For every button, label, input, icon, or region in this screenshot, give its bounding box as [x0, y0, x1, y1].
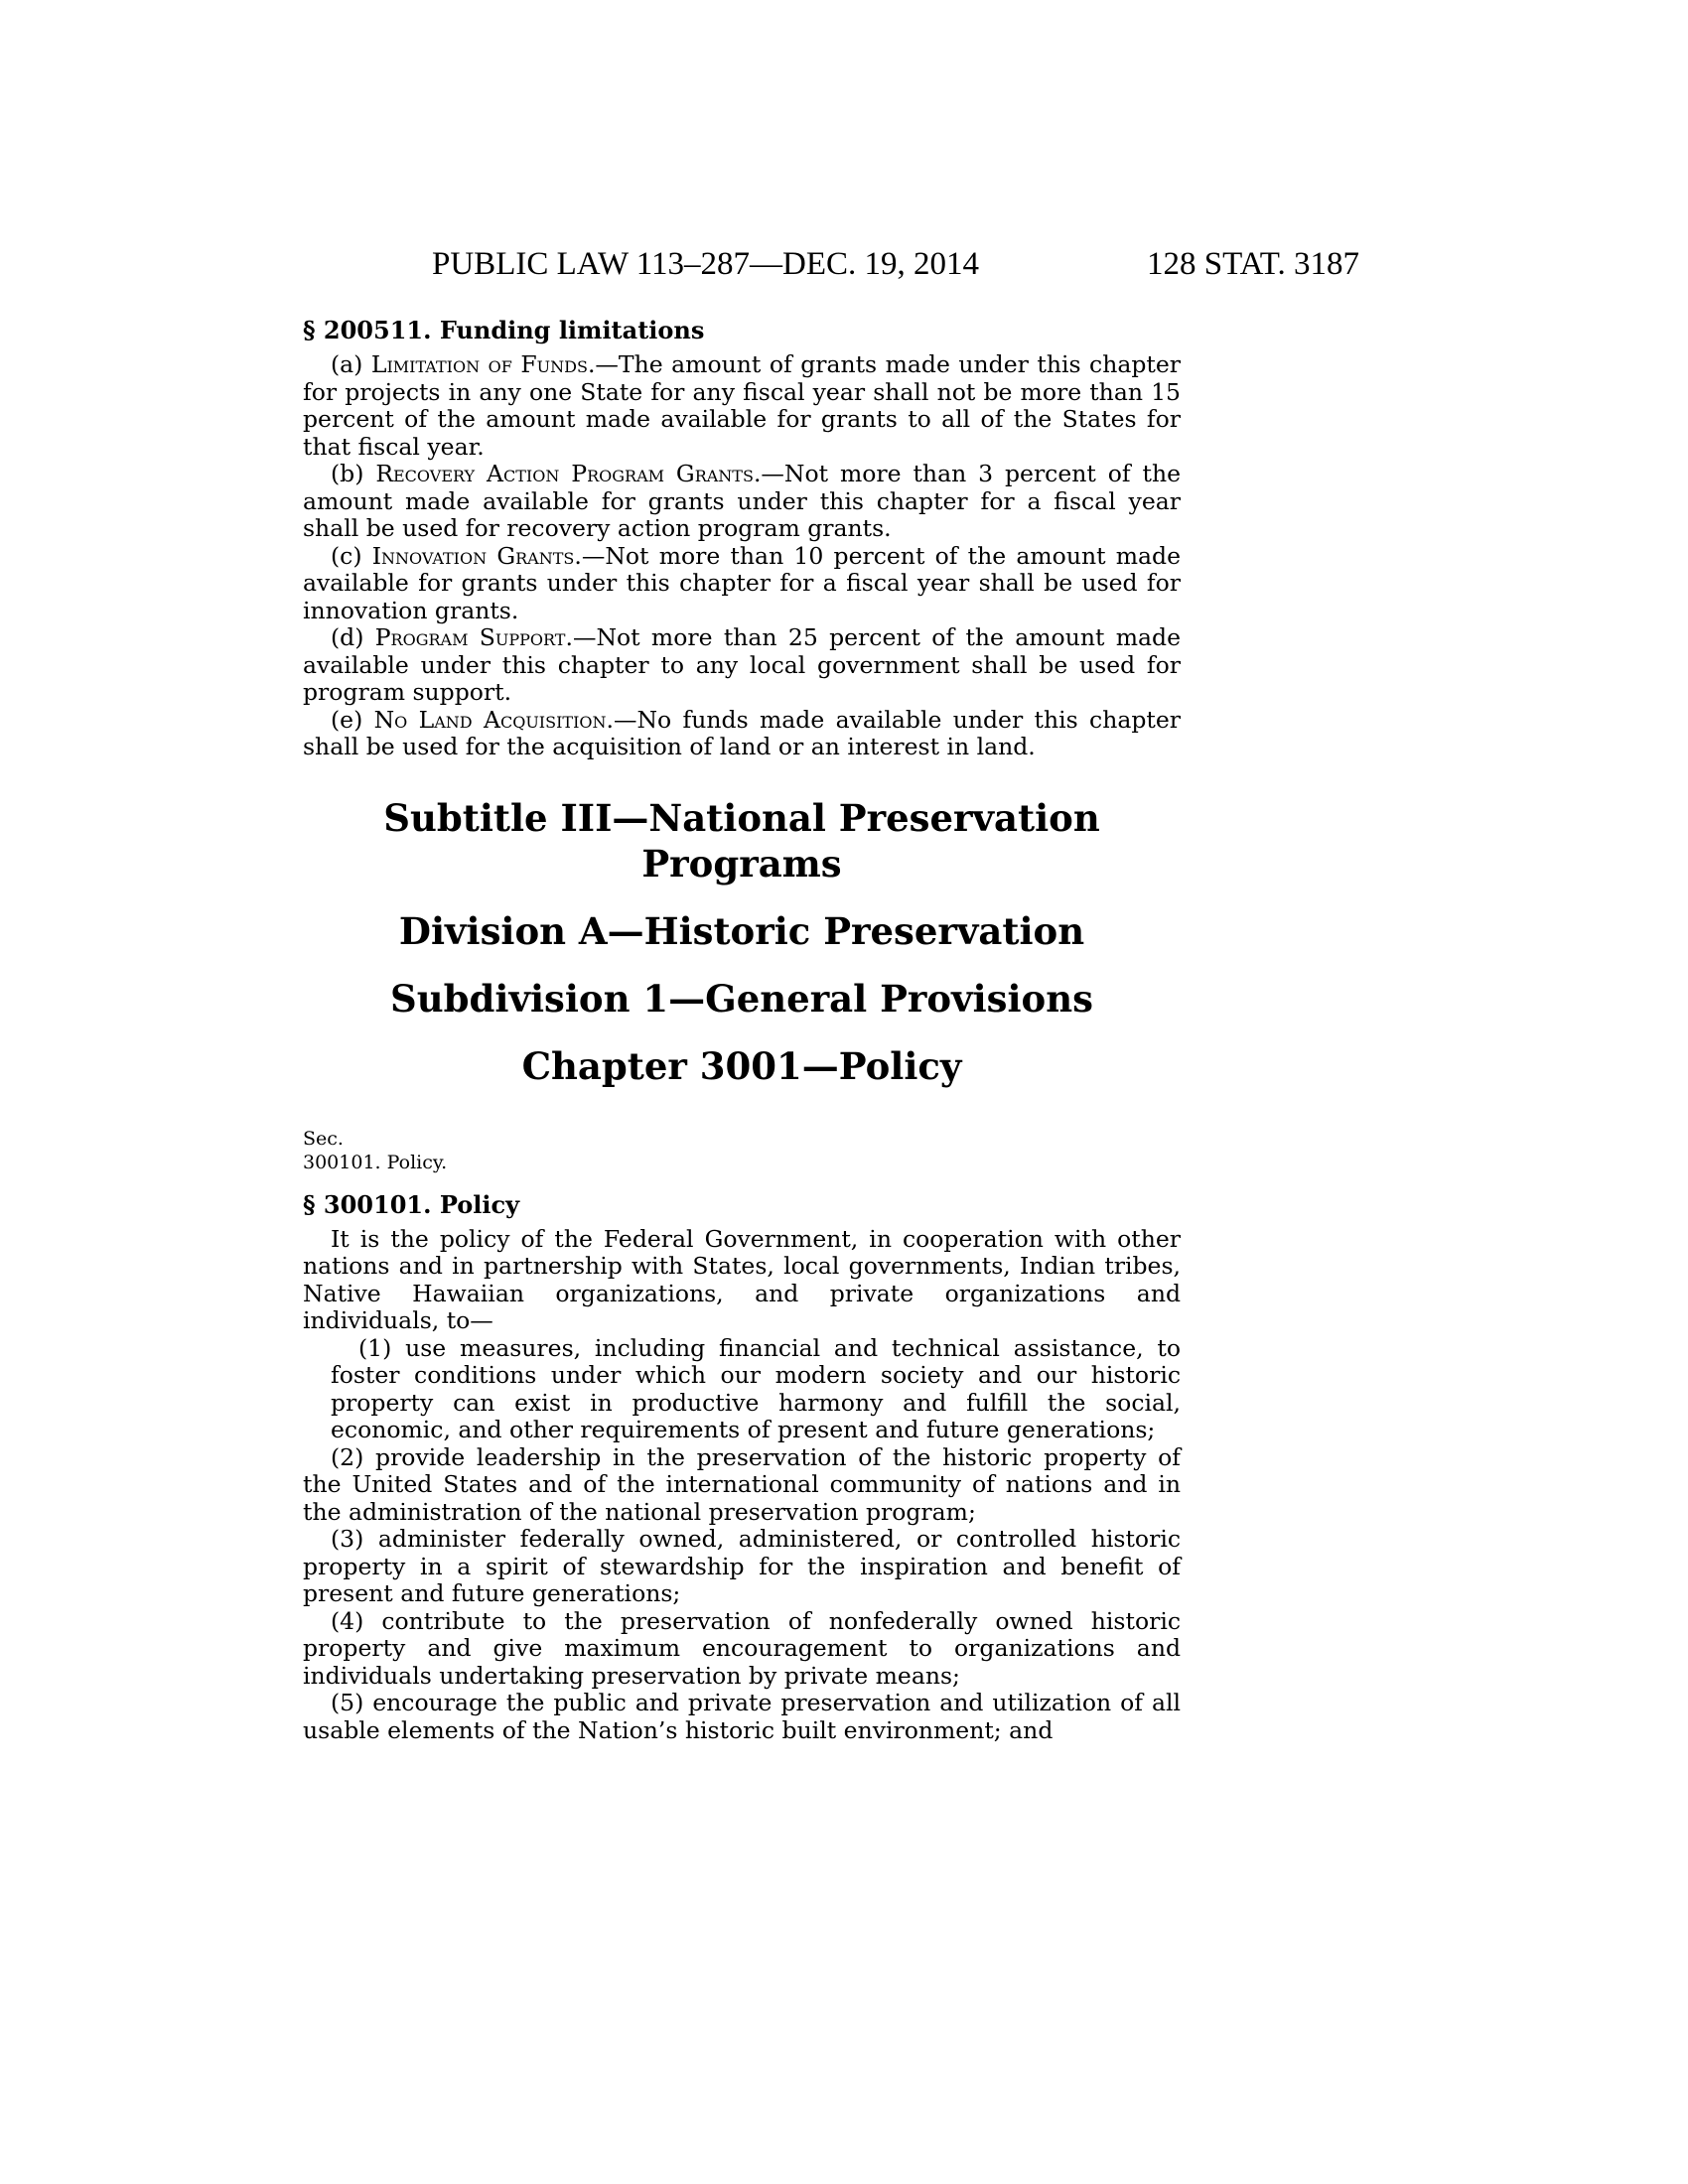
- section-heading-300101: § 300101. Policy: [303, 1189, 520, 1219]
- policy-intro: It is the policy of the Federal Government, in cooperation with other nations and in partnership with States, local governments, Indian tribes, Native Hawaiian organizations, and private organizations and individuals, to—: [303, 1224, 1181, 1334]
- paragraph-b: (b) Recovery Action Program Grants.—Not more than 3 percent of the amount made available for grants under this chapter for a fiscal year shall be used for recovery action program grants.: [303, 460, 1181, 542]
- paragraph-c: (c) Innovation Grants.—Not more than 10 percent of the amount made available for grants under this chapter for a fiscal year shall be used for innovation grants.: [303, 541, 1182, 624]
- paragraph-e: (e) No Land Acquisition.—No funds made available under this chapter shall be used for the acquisition of land or an interest in land.: [303, 705, 1181, 760]
- subtitle-heading-line1: Subtitle III—National Preservation: [383, 795, 1100, 840]
- section-table-of-contents: [303, 1127, 1181, 1174]
- paragraph-d: (d) Program Support.—Not more than 25 percent of the amount made available under this chapter to any local government shall be used for program support.: [303, 623, 1181, 706]
- subtitle-heading-line2: Programs: [641, 841, 842, 886]
- toc-label: Sec.: [303, 1127, 344, 1150]
- policy-item-3: (3) administer federally owned, administered, or controlled historic property in a spirit of stewardship for the inspiration and benefit of present and future generations;: [303, 1525, 1181, 1607]
- division-heading: Division A—Historic Preservation: [398, 908, 1085, 953]
- policy-item-1: (1) use measures, including financial and technical assistance, to foster conditions under which our modern society and our historic property can exist in productive harmony and fulfill the social, economic, and other requirements of present and future generations;: [331, 1333, 1181, 1443]
- toc-entry: 300101. Policy.: [303, 1151, 448, 1173]
- policy-item-5: (5) encourage the public and private preservation and utilization of all usable elements of the Nation’s historic built environment; and: [303, 1689, 1181, 1744]
- law-citation: PUBLIC LAW 113–287—DEC. 19, 2014: [432, 246, 980, 282]
- paragraph-a: (a) Limitation of Funds.—The amount of grants made under this chapter for projects in any one State for any fiscal year shall not be more than 15 percent of the amount made available for grants to all of the States for that fiscal year.: [303, 350, 1181, 461]
- policy-item-2: (2) provide leadership in the preservation of the historic property of the United States and of the international community of nations and in the administration of the national preservation program;: [303, 1442, 1181, 1526]
- stat-citation: 128 STAT. 3187: [1147, 246, 1360, 282]
- chapter-heading: Chapter 3001—Policy: [521, 1043, 962, 1088]
- section-heading-200511: § 200511. Funding limitations: [303, 316, 705, 344]
- policy-item-4: (4) contribute to the preservation of nonfederally owned historic property and give maximum encouragement to organizations and individuals undertaking preservation by private means;: [303, 1606, 1181, 1690]
- subdivision-heading: Subdivision 1—General Provisions: [390, 976, 1093, 1021]
- page-body: [303, 316, 1181, 1744]
